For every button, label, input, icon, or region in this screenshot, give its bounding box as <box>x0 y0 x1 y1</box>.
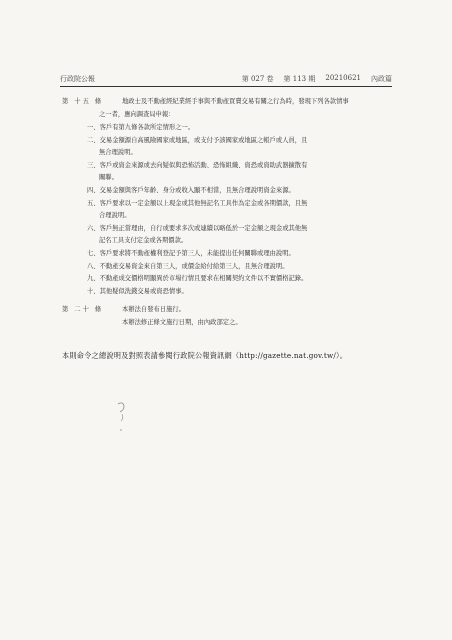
article-20-line1: 本辦法自發布日施行。 <box>122 306 185 313</box>
item-number: 八、 <box>87 262 100 270</box>
item-text: 客戶或資金來源或去向疑似與恐怖活動、恐怖組織、資恐或資助武器擴散有 <box>99 161 308 169</box>
publication-name: 行政院公報 <box>60 75 95 83</box>
item-text: 客戶無正當理由，自行或要求多次或連續以略低於一定金額之現金或其他無 <box>99 224 308 232</box>
item-number: 三、 <box>87 161 100 169</box>
item-text: 交易金額源自高風險國家或地區，或支付予該國家或地區之帳戶或人員，且 <box>99 136 308 144</box>
article-15-line2: 之一者，應向調查局申報： <box>99 110 175 118</box>
list-item <box>87 122 387 135</box>
item-text: 無合理說明。 <box>99 149 137 157</box>
item-number: 十、 <box>87 287 100 295</box>
list-item <box>87 235 387 248</box>
item-number: 七、 <box>87 249 100 257</box>
item-number: 一、 <box>87 124 100 131</box>
item-text: 關聯。 <box>99 174 118 182</box>
list-item <box>87 223 387 236</box>
item-text: 不動產成交價格明顯異於市場行情且要求在相關契約文件以不實價格記錄。 <box>99 275 308 283</box>
list-item <box>87 198 387 211</box>
list-item <box>87 286 387 299</box>
list-item <box>87 172 387 185</box>
article-15-label: 第 十五 條 <box>62 98 104 105</box>
list-item <box>87 160 387 173</box>
article-20-line2: 本辦法修正條文施行日期，由內政部定之。 <box>122 318 242 326</box>
gazette-note: 本則命令之總說明及對照表請參閱行政院公報資訊網（http://gazette.nat.gov.tw/）。 <box>62 351 348 360</box>
item-number: 九、 <box>87 275 100 283</box>
pencil-mark <box>112 400 132 440</box>
item-text: 客戶有第九條各款所定情形之一。 <box>99 124 195 131</box>
header-meta <box>242 74 392 84</box>
item-text: 記名工具支付定金或各期價款。 <box>99 237 188 245</box>
item-text: 客戶要求將不動產權利登記予第三人，未能提出任何關聯或理由說明。 <box>99 249 295 257</box>
item-text: 客戶要求以一定金額以上現金或其他無記名工具作為定金或各期價款，且無 <box>99 199 308 207</box>
item-number: 五、 <box>87 199 100 207</box>
item-text: 不動產交易資金來自第三人，或價金給付給第三人，且無合理說明。 <box>99 262 289 270</box>
article-20-label: 第 二十 條 <box>62 306 104 313</box>
list-item <box>87 261 387 274</box>
article-15-line1: 地政士及不動產經紀業經手事與不動產買賣交易有關之行為時，發現下列各款情事 <box>122 98 349 105</box>
volume-number: 第 027 卷 <box>241 75 274 83</box>
item-number: 二、 <box>87 136 100 144</box>
list-item <box>87 273 387 286</box>
list-item <box>87 185 387 198</box>
item-text: 其他疑似洗錢交易或資恐情事。 <box>99 287 188 295</box>
section-name: 內政篇 <box>371 75 392 83</box>
item-number: 四、 <box>87 186 100 194</box>
list-item <box>87 135 387 148</box>
publish-date: 20210621 <box>325 74 361 82</box>
item-number: 六、 <box>87 224 100 232</box>
issue-number: 第 113 期 <box>283 75 316 83</box>
list-item <box>87 210 387 223</box>
header-divider <box>60 86 392 87</box>
article-15-items <box>87 122 387 298</box>
page-header <box>60 74 392 84</box>
list-item <box>87 147 387 160</box>
list-item <box>87 248 387 261</box>
item-text: 交易金額與客戶年齡、身分或收入顯不相當，且無合理說明資金來源。 <box>99 186 295 194</box>
item-text: 合理說明。 <box>99 212 131 220</box>
